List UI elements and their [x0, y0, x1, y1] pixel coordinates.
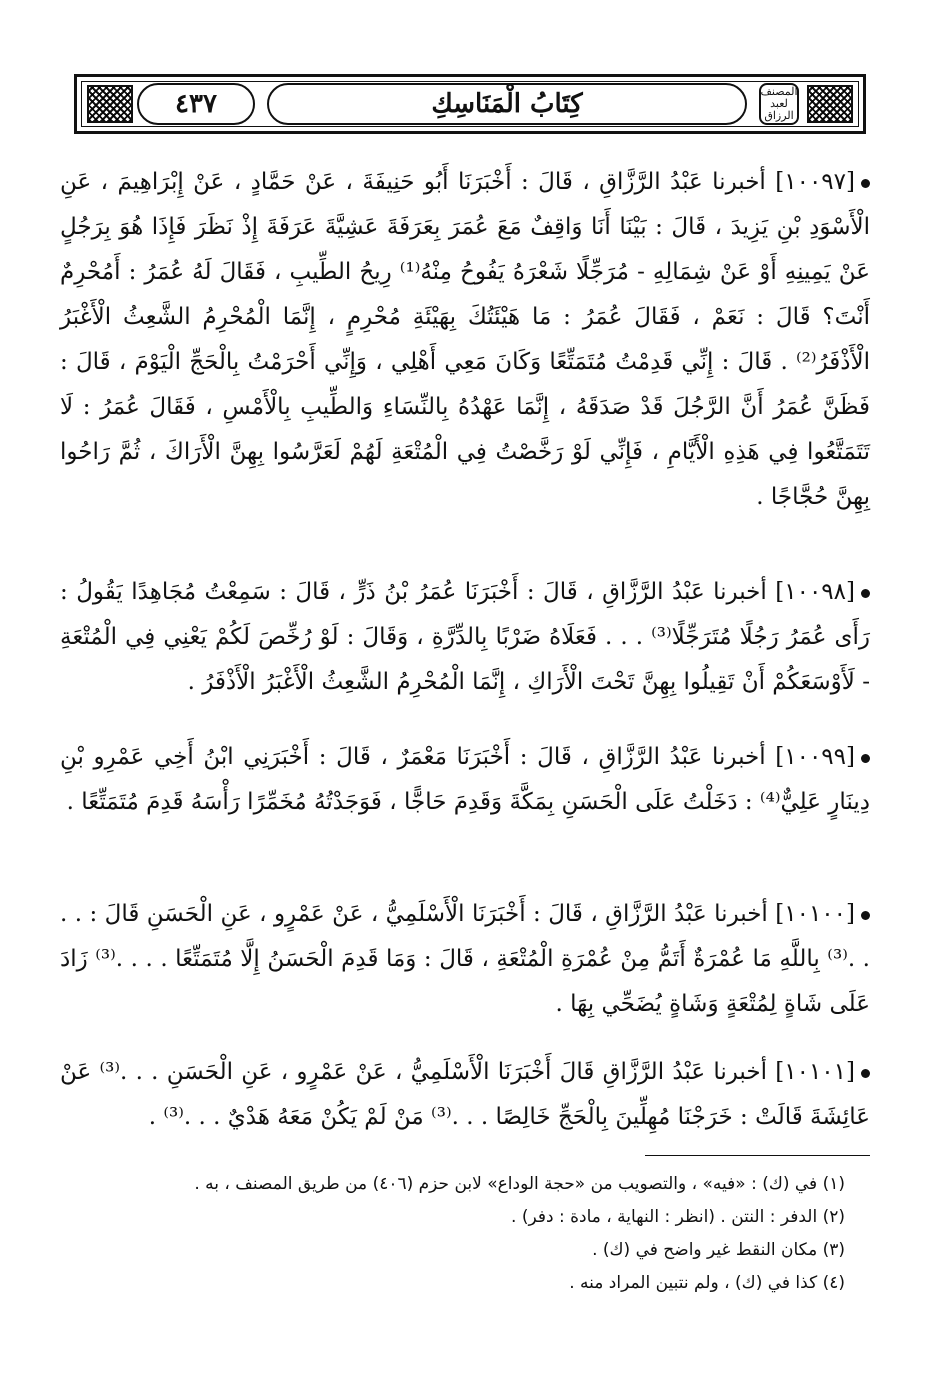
- bullet-icon: [861, 754, 870, 763]
- footnote: (٣) مكان النقط غير واضح في (ك) .: [592, 1240, 845, 1260]
- hadith-text: أخبرنا عَبْدُ الرَّزَّاقِ ، قَالَ : أَخْبَرَنَا مَعْمَرٌ ، قَالَ : أَخْبَرَنِي ابْنُ أَخِي عَمْرِو بْنِ دِينَارٍ عَلِيٌّ⁽⁴⁾ : دَخَلْتُ عَلَى الْحَسَنِ بِمَكَّةَ وَقَدِمَ حَاجًّا ، فَوَجَدْتُهُ مُخَمِّرًا رَأْسَهُ قَدِمَ مُتَمَتِّعًا .: [60, 744, 870, 815]
- hadith-number: [١٠٠٩٧]: [775, 169, 856, 195]
- page-number: ٤٣٧: [137, 83, 255, 125]
- hadith-text: أخبرنا عَبْدُ الرَّزَّاقِ ، قَالَ : أَخْبَرَنَا أَبُو حَنِيفَةَ ، عَنْ حَمَّادٍ ، عَنْ إِبْرَاهِيمَ ، عَنِ الْأَسْوَدِ بْنِ يَزِيدَ ، قَالَ : بَيْنَا أَنَا وَاقِفٌ مَعَ عُمَرَ بِعَرَفَةَ عَشِيَّةَ عَرَفَةَ إِذْ نَظَرَ فَإِذَا هُوَ بِرَجُلٍ عَنْ يَمِينِهِ أَوْ عَنْ شِمَالِهِ - مُرَجِّلًا شَعْرَهُ يَفُوحُ مِنْهُ⁽¹⁾ رِيحُ الطِّيبِ ، فَقَالَ لَهُ عُمَرُ : أَمُحْرِمٌ أَنْتَ؟ قَالَ : نَعَمْ ، فَقَالَ عُمَرُ : مَا هَيْئَتُكَ بِهَيْئَةِ مُحْرِمٍ ، إِنَّمَا الْمُحْرِمُ الشَّعِثُ الْأَغْبَرُ الْأَذْفَرُ⁽²⁾ . قَالَ : إِنِّي قَدِمْتُ مُتَمَتِّعًا وَكَانَ مَعِي أَهْلِي ، وَإِنِّي أَحْرَمْتُ بِالْحَجِّ الْيَوْمَ ، قَالَ : فَظَنَّ عُمَرُ أَنَّ الرَّجُلَ قَدْ صَدَقَهُ ، إِنَّمَا عَهْدُهُ بِالنِّسَاءِ وَالطِّيبِ بِالْأَمْسِ ، فَقَالَ عُمَرُ : لَا تَتَمَتَّعُوا فِي هَذِهِ الْأَيَّامِ ، فَإِنِّي لَوْ رَخَّصْتُ فِي الْمُتْعَةِ لَهُمْ لَعَرَّسُوا بِهِنَّ الْأَرَاكَ ، ثُمَّ رَاحُوا بِهِنَّ حُجَّاجًا .: [60, 169, 871, 510]
- ornament-right-icon: [807, 85, 853, 123]
- bullet-icon: [861, 179, 870, 188]
- hadith-entry: [60, 1050, 870, 1140]
- footnote: (٢) الدفر : النتن . (انظر : النهاية ، مادة : دفر) .: [511, 1207, 845, 1227]
- hadith-number: [١٠٠٩٩]: [775, 744, 855, 770]
- footnote-divider: [645, 1155, 870, 1156]
- hadith-text: أخبرنا عَبْدُ الرَّزَّاقِ ، قَالَ : أَخْبَرَنَا عُمَرُ بْنُ ذَرٍّ ، قَالَ : سَمِعْتُ مُجَاهِدًا يَقُولُ : رَأَى عُمَرُ رَجُلًا مُتَرَجِّلًا⁽³⁾ . . . فَعَلَاهُ ضَرْبًا بِالدِّرَّةِ ، وَقَالَ : لَوْ رُخِّصَ لَكُمْ يَعْنِي فِي الْمُتْعَةِ - لَأَوْسَعَكُمْ أَنْ تَقِيلُوا بِهِنَّ تَحْتَ الْأَرَاكِ ، إِنَّمَا الْمُحْرِمُ الشَّعِثُ الْأَغْبَرُ الْأَذْفَرُ .: [60, 579, 870, 695]
- hadith-text: أخبرنا عَبْدُ الرَّزَّاقِ قَالَ أَخْبَرَنَا الْأَسْلَمِيُّ ، عَنْ عَمْرٍو ، عَنِ الْحَسَنِ . . .⁽³⁾ عَنْ عَائِشَةَ قَالَتْ : خَرَجْنَا مُهِلِّينَ بِالْحَجِّ خَالِصًا . . .⁽³⁾ مَنْ لَمْ يَكُنْ مَعَهُ هَدْيٌ . . .⁽³⁾ .: [60, 1059, 870, 1130]
- hadith-entry: [60, 570, 870, 705]
- bullet-icon: [861, 1069, 870, 1078]
- footnote: (١) في (ك) : «فيه» ، والتصويب من «حجة الوداع» لابن حزم (٤٠٦) من طريق المصنف ، به .: [194, 1174, 845, 1194]
- footnote: (٤) كذا في (ك) ، ولم نتبين المراد منه .: [569, 1273, 845, 1293]
- hadith-entry: [60, 735, 870, 825]
- bullet-icon: [861, 589, 870, 598]
- page-header: [74, 74, 866, 134]
- hadith-entry: [60, 160, 870, 520]
- book-seal-logo: المصنف لعبد الرزاق: [759, 83, 799, 125]
- bullet-icon: [861, 911, 870, 920]
- hadith-text: أخبرنا عَبْدُ الرَّزَّاقِ ، قَالَ : أَخْبَرَنَا الْأَسْلَمِيُّ ، عَنْ عَمْرٍو ، عَنِ الْحَسَنِ قَالَ : . . . .⁽³⁾ بِاللَّهِ مَا عُمْرَةٌ أَتَمُّ مِنْ عُمْرَةِ الْمُتْعَةِ ، قَالَ : وَمَا قَدِمَ الْحَسَنُ إِلَّا مُتَمَتِّعًا . . . .⁽³⁾ زَادَ عَلَى شَاةٍ لِمُتْعَةٍ وَشَاةٍ يُضَحِّي بِهَا .: [60, 901, 870, 1017]
- hadith-number: [١٠١٠٠]: [775, 901, 855, 927]
- ornament-left-icon: [87, 85, 133, 123]
- footnotes: [60, 1168, 845, 1300]
- hadith-number: [١٠١٠١]: [775, 1059, 855, 1085]
- chapter-title: كِتَابُ الْمَنَاسِكِ: [267, 83, 747, 125]
- hadith-number: [١٠٠٩٨]: [775, 579, 855, 605]
- hadith-entry: [60, 892, 870, 1027]
